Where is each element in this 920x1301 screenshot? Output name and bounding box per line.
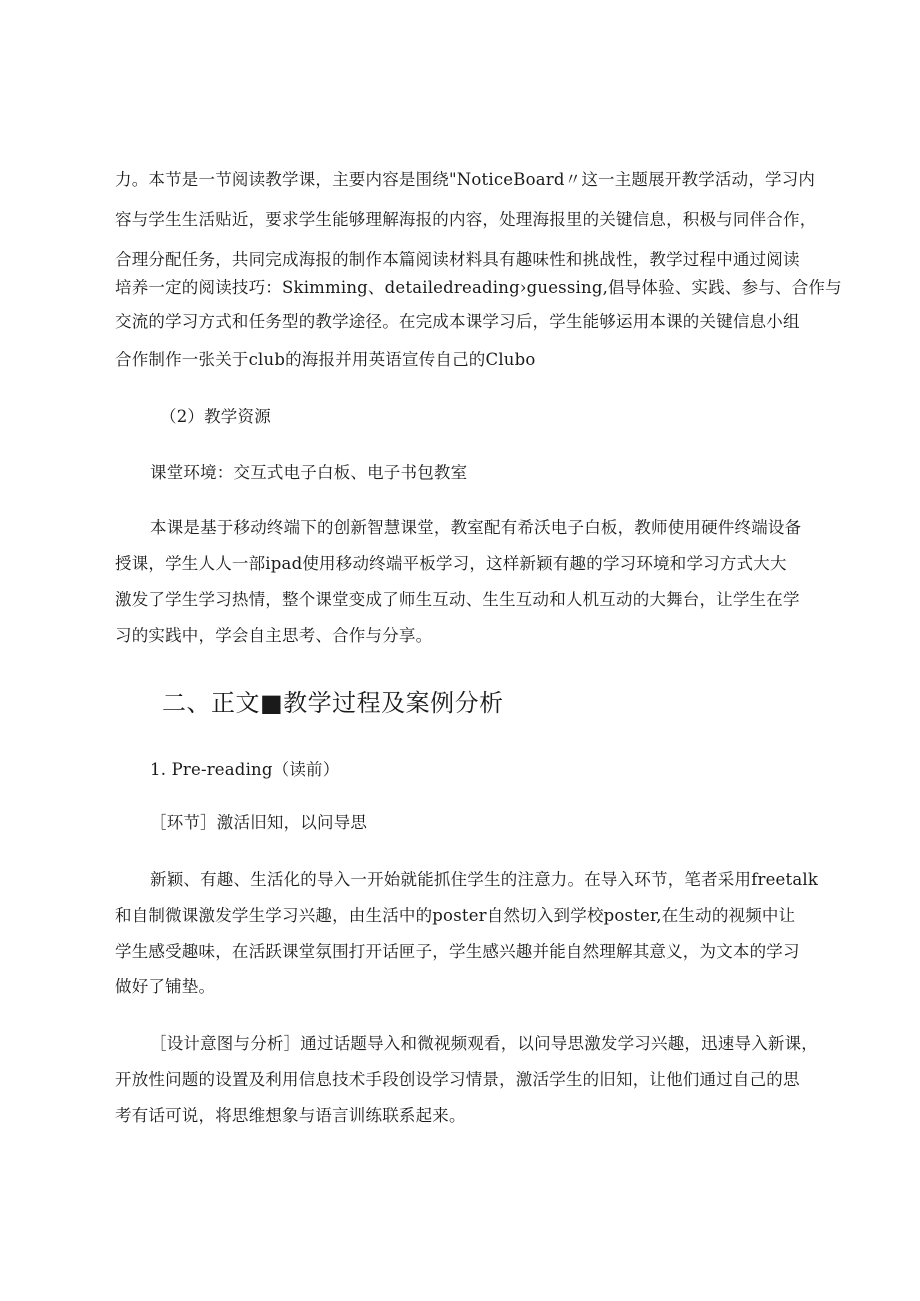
- text-line: 合理分配任务，共同完成海报的制作本篇阅读材料具有趣味性和挑战性，教学过程中通过阅读: [115, 250, 800, 269]
- text-line: 和自制微课激发学生学习兴趣，由生活中的poster自然切入到学校poster,在生动的视频中让: [115, 906, 796, 925]
- text-line: 激发了学生学习热情，整个课堂变成了师生互动、生生互动和人机互动的大舞台，让学生在学: [115, 590, 800, 609]
- resources-heading: （2）教学资源: [160, 407, 271, 426]
- text-line: 学生感受趣味，在活跃课堂氛围打开话匣子，学生感兴趣并能自然理解其意义，为文本的学习: [115, 942, 800, 961]
- classroom-environment: 课堂环境：交互式电子白板、电子书包教室: [150, 463, 468, 482]
- pre-reading-heading: 1. Pre-reading（读前）: [150, 760, 340, 779]
- text-line: 授课，学生人人一部ipad使用移动终端平板学习，这样新颖有趣的学习环境和学习方式大大: [115, 554, 787, 573]
- text-line: 习的实践中，学会自主思考、合作与分享。: [115, 626, 433, 645]
- stage-label: ［环节］激活旧知，以问导思: [150, 813, 368, 832]
- section-heading: 二、正文■教学过程及案例分析: [162, 689, 504, 717]
- text-line: 力。本节是一节阅读教学课，主要内容是围绕"NoticeBoard〃这一主题展开教学活动，学习内: [115, 170, 816, 189]
- text-line: 考有话可说，将思维想象与语言训练联系起来。: [115, 1106, 466, 1125]
- text-line: 新颖、有趣、生活化的导入一开始就能抓住学生的注意力。在导入环节，笔者采用freetalk: [150, 870, 819, 889]
- text-line: 做好了铺垫。: [115, 977, 216, 996]
- text-line: 开放性问题的设置及利用信息技术手段创设学习情景，激活学生的旧知，让他们通过自己的思: [115, 1070, 800, 1089]
- text-line: 培养一定的阅读技巧：Skimming、detailedreading›guessing,倡导体验、实践、参与、合作与: [115, 278, 842, 297]
- text-line: 合作制作一张关于club的海报并用英语宣传自己的Clubo: [115, 350, 536, 369]
- text-line: 本课是基于移动终端下的创新智慧课堂，教室配有希沃电子白板，教师使用硬件终端设备: [150, 518, 802, 537]
- text-line: 容与学生生活贴近，要求学生能够理解海报的内容，处理海报里的关键信息，积极与同伴合作，: [115, 210, 817, 229]
- text-line: 交流的学习方式和任务型的教学途径。在完成本课学习后，学生能够运用本课的关键信息小组: [115, 312, 800, 331]
- text-line: ［设计意图与分析］通过话题导入和微视频观看，以问导思激发学习兴趣，迅速导入新课，: [150, 1034, 818, 1053]
